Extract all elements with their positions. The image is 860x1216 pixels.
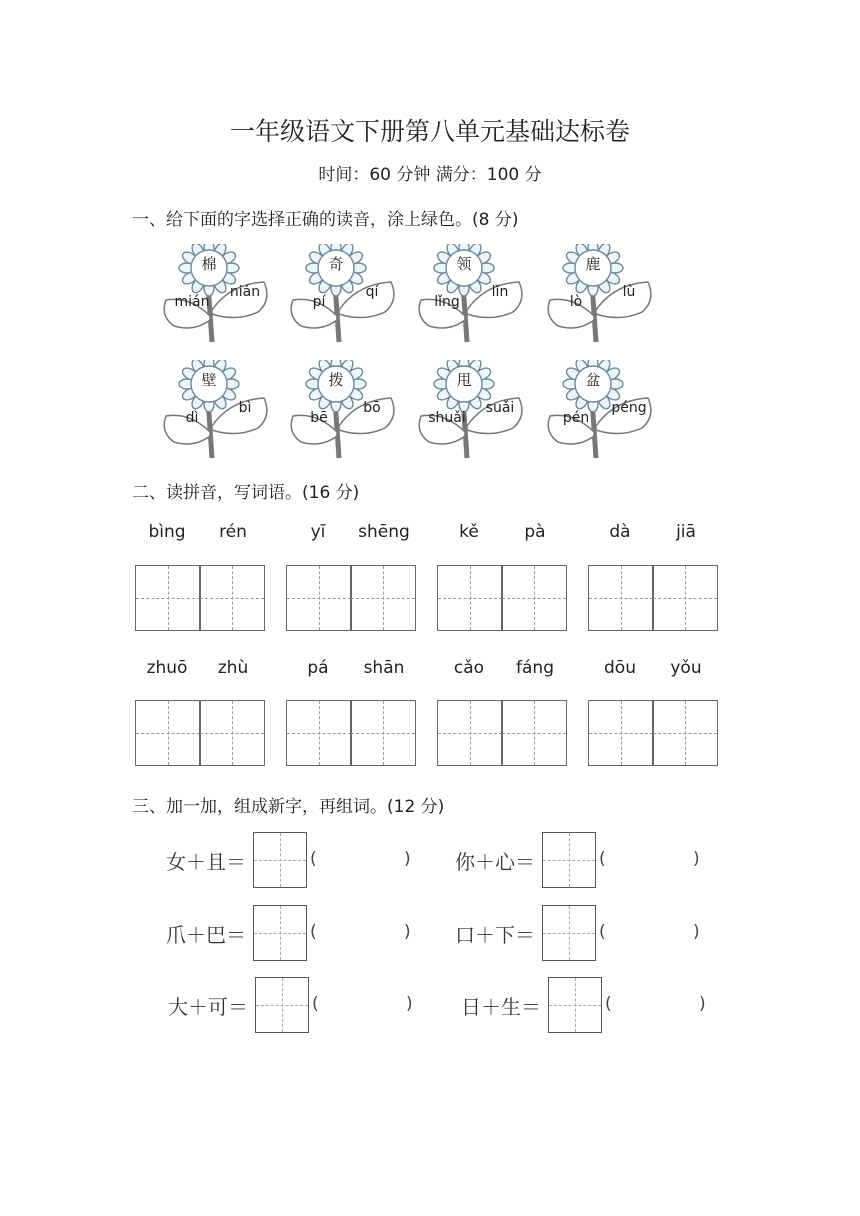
close-paren: ) bbox=[404, 922, 411, 942]
pinyin-syllable: fáng bbox=[516, 658, 554, 678]
pinyin-syllable: jiā bbox=[676, 522, 696, 542]
writing-cell[interactable] bbox=[350, 565, 416, 631]
open-paren: ( bbox=[605, 994, 612, 1014]
writing-cell[interactable] bbox=[286, 565, 352, 631]
word-answer-space[interactable] bbox=[611, 846, 689, 872]
writing-grid[interactable] bbox=[135, 565, 265, 631]
flower-item bbox=[415, 244, 533, 344]
pinyin-option-right[interactable]: bō bbox=[363, 400, 381, 416]
pinyin-syllable: pá bbox=[307, 658, 329, 678]
writing-cell[interactable] bbox=[437, 700, 503, 766]
close-paren: ) bbox=[693, 849, 700, 869]
flower-character: 盆 bbox=[585, 371, 601, 389]
pinyin-syllable: shēng bbox=[358, 522, 410, 542]
pinyin-syllable: yī bbox=[310, 522, 326, 542]
pinyin-option-left[interactable]: lǐng bbox=[434, 294, 460, 310]
word-answer-space[interactable] bbox=[617, 991, 695, 1017]
combine-expression: 大＋可＝ bbox=[168, 995, 248, 1019]
flower-item bbox=[415, 360, 533, 460]
flower-character: 棉 bbox=[201, 255, 217, 273]
flower-character: 甩 bbox=[456, 371, 472, 389]
writing-grid[interactable] bbox=[588, 565, 718, 631]
pinyin-syllable: yǒu bbox=[670, 658, 702, 678]
flower-character: 奇 bbox=[328, 255, 344, 273]
writing-cell[interactable] bbox=[199, 565, 265, 631]
combine-expression: 日＋生＝ bbox=[461, 995, 541, 1019]
open-paren: ( bbox=[599, 922, 606, 942]
pinyin-option-right[interactable]: suǎi bbox=[485, 400, 515, 416]
pinyin-option-right[interactable]: bì bbox=[238, 400, 252, 416]
close-paren: ) bbox=[404, 849, 411, 869]
close-paren: ) bbox=[693, 922, 700, 942]
writing-cell[interactable] bbox=[437, 565, 503, 631]
pinyin-syllable: shān bbox=[363, 658, 405, 678]
answer-box[interactable] bbox=[548, 977, 602, 1033]
close-paren: ) bbox=[699, 994, 706, 1014]
combine-expression: 你＋心＝ bbox=[455, 850, 535, 874]
writing-cell[interactable] bbox=[350, 700, 416, 766]
writing-cell[interactable] bbox=[501, 700, 567, 766]
combine-expression: 口＋下＝ bbox=[455, 923, 535, 947]
page-title: 一年级语文下册第八单元基础达标卷 bbox=[229, 117, 630, 146]
pinyin-option-left[interactable]: bē bbox=[310, 410, 328, 426]
answer-box[interactable] bbox=[542, 905, 596, 961]
flower-item bbox=[544, 244, 662, 344]
flower-character: 拨 bbox=[328, 371, 344, 389]
word-answer-space[interactable] bbox=[322, 846, 400, 872]
answer-box[interactable] bbox=[253, 905, 307, 961]
pinyin-syllable: dōu bbox=[604, 658, 636, 678]
word-answer-space[interactable] bbox=[322, 919, 400, 945]
writing-cell[interactable] bbox=[588, 565, 654, 631]
open-paren: ( bbox=[599, 849, 606, 869]
pinyin-syllable: rén bbox=[219, 522, 247, 542]
writing-grid[interactable] bbox=[286, 700, 416, 766]
close-paren: ) bbox=[406, 994, 413, 1014]
flower-item bbox=[160, 244, 278, 344]
word-answer-space[interactable] bbox=[324, 991, 402, 1017]
word-answer-space[interactable] bbox=[611, 919, 689, 945]
section-3-heading: 三、加一加，组成新字，再组词。(12 分) bbox=[132, 797, 445, 817]
pinyin-syllable: pà bbox=[524, 522, 546, 542]
open-paren: ( bbox=[310, 849, 317, 869]
section-1-heading: 一、给下面的字选择正确的读音，涂上绿色。(8 分) bbox=[132, 210, 519, 230]
flower-character: 壁 bbox=[201, 371, 217, 389]
pinyin-option-left[interactable]: pí bbox=[312, 294, 326, 310]
answer-box[interactable] bbox=[255, 977, 309, 1033]
flower-item bbox=[287, 360, 405, 460]
pinyin-option-left[interactable]: mián bbox=[174, 294, 210, 310]
open-paren: ( bbox=[310, 922, 317, 942]
writing-cell[interactable] bbox=[588, 700, 654, 766]
writing-grid[interactable] bbox=[588, 700, 718, 766]
exam-info: 时间：60 分钟 满分：100 分 bbox=[318, 165, 542, 185]
flower-character: 领 bbox=[456, 255, 472, 273]
writing-cell[interactable] bbox=[652, 565, 718, 631]
writing-cell[interactable] bbox=[135, 700, 201, 766]
pinyin-syllable: kě bbox=[459, 522, 479, 542]
writing-grid[interactable] bbox=[286, 565, 416, 631]
pinyin-syllable: cǎo bbox=[453, 658, 485, 678]
pinyin-option-left[interactable]: shuǎi bbox=[428, 410, 466, 426]
answer-box[interactable] bbox=[542, 832, 596, 888]
flower-item bbox=[160, 360, 278, 460]
answer-box[interactable] bbox=[253, 832, 307, 888]
flower-character: 鹿 bbox=[585, 255, 601, 273]
combine-expression: 爪＋巴＝ bbox=[166, 923, 246, 947]
pinyin-option-right[interactable]: lǐn bbox=[491, 284, 509, 300]
pinyin-option-right[interactable]: qí bbox=[365, 284, 379, 300]
writing-cell[interactable] bbox=[286, 700, 352, 766]
pinyin-option-left[interactable]: pén bbox=[562, 410, 590, 426]
pinyin-option-right[interactable]: lù bbox=[622, 284, 636, 300]
pinyin-syllable: zhuō bbox=[146, 658, 188, 678]
flower-item bbox=[287, 244, 405, 344]
writing-grid[interactable] bbox=[437, 565, 567, 631]
pinyin-option-right[interactable]: péng bbox=[611, 400, 647, 416]
writing-grid[interactable] bbox=[437, 700, 567, 766]
pinyin-syllable: zhù bbox=[217, 658, 249, 678]
flower-item bbox=[544, 360, 662, 460]
open-paren: ( bbox=[312, 994, 319, 1014]
pinyin-option-right[interactable]: nián bbox=[229, 284, 261, 300]
pinyin-syllable: bìng bbox=[148, 522, 186, 542]
writing-grid[interactable] bbox=[135, 700, 265, 766]
writing-cell[interactable] bbox=[199, 700, 265, 766]
writing-cell[interactable] bbox=[501, 565, 567, 631]
writing-cell[interactable] bbox=[135, 565, 201, 631]
combine-expression: 女＋且＝ bbox=[166, 850, 246, 874]
section-2-heading: 二、读拼音，写词语。(16 分) bbox=[132, 483, 360, 503]
pinyin-option-left[interactable]: dì bbox=[185, 410, 199, 426]
pinyin-syllable: dà bbox=[609, 522, 631, 542]
writing-cell[interactable] bbox=[652, 700, 718, 766]
pinyin-option-left[interactable]: lò bbox=[569, 294, 583, 310]
